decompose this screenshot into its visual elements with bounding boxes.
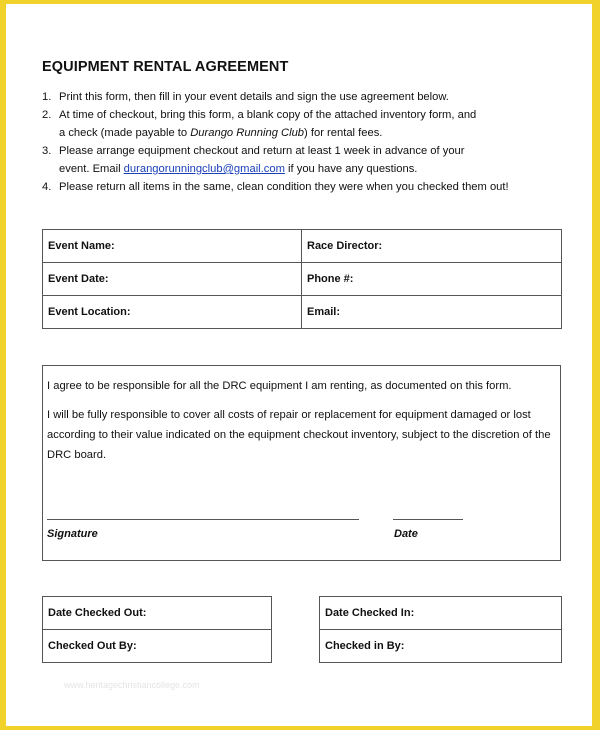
instruction-number: 3. xyxy=(42,145,52,157)
table-row xyxy=(320,630,562,663)
document-page xyxy=(6,4,592,726)
instruction-text-continued xyxy=(59,124,562,142)
event-details-table xyxy=(42,229,562,329)
table-row xyxy=(43,630,272,663)
instruction-item-4 xyxy=(42,178,562,196)
event-location-field[interactable]: Event Location: xyxy=(43,296,302,329)
table-row xyxy=(43,263,562,296)
instruction-text: Please return all items in the same, clean condition they were when you checked them out! xyxy=(59,181,509,193)
checkin-table xyxy=(319,596,562,663)
date-line[interactable] xyxy=(393,519,463,520)
agreement-paragraph-2: I will be fully responsible to cover all costs of repair or replacement for equipment damaged or lost according to their value indicated on the equipment checkout inventory, subject to the discretion of the DRC board. xyxy=(47,409,551,461)
table-row xyxy=(43,230,562,263)
instruction-number: 1. xyxy=(42,91,52,103)
checked-in-by-field[interactable]: Checked in By: xyxy=(320,630,562,663)
watermark: www.heritagechristiancollege.com xyxy=(64,680,200,690)
email-field[interactable]: Email: xyxy=(302,296,562,329)
date-checked-in-field[interactable]: Date Checked In: xyxy=(320,597,562,630)
table-row xyxy=(320,597,562,630)
checked-out-by-field[interactable]: Checked Out By: xyxy=(43,630,272,663)
event-date-field[interactable]: Event Date: xyxy=(43,263,302,296)
instruction-text: Please arrange equipment checkout and return at least 1 week in advance of your xyxy=(59,145,465,157)
instruction-text-continued xyxy=(59,160,562,178)
instruction-number: 2. xyxy=(42,109,52,121)
instruction-text-part: ) for rental fees. xyxy=(304,127,383,139)
agreement-box xyxy=(42,365,561,561)
instruction-text-part: event. Email xyxy=(59,163,124,175)
instruction-item-1 xyxy=(42,88,562,106)
email-link[interactable]: durangorunningclub@gmail.com xyxy=(123,163,285,175)
instruction-text: At time of checkout, bring this form, a blank copy of the attached inventory form, and xyxy=(59,109,477,121)
instructions-list xyxy=(42,88,562,196)
instruction-item-2 xyxy=(42,106,562,142)
instruction-item-3 xyxy=(42,142,562,178)
instruction-text-part: if you have any questions. xyxy=(284,163,418,175)
phone-field[interactable]: Phone #: xyxy=(302,263,562,296)
event-name-field[interactable]: Event Name: xyxy=(43,230,302,263)
date-label: Date xyxy=(394,528,418,540)
signature-line[interactable] xyxy=(47,519,359,520)
document-title: EQUIPMENT RENTAL AGREEMENT xyxy=(42,59,289,75)
instruction-text-part: a check (made payable to xyxy=(59,127,191,139)
race-director-field[interactable]: Race Director: xyxy=(302,230,562,263)
agreement-paragraph-1: I agree to be responsible for all the DRC equipment I am renting, as documented on this form. xyxy=(47,380,512,392)
date-checked-out-field[interactable]: Date Checked Out: xyxy=(43,597,272,630)
table-row xyxy=(43,597,272,630)
instruction-text: Print this form, then fill in your event details and sign the use agreement below. xyxy=(59,91,449,103)
checkout-table xyxy=(42,596,272,663)
signature-label: Signature xyxy=(47,528,98,540)
instruction-number: 4. xyxy=(42,181,52,193)
club-name: Durango Running Club xyxy=(190,127,305,139)
table-row xyxy=(43,296,562,329)
